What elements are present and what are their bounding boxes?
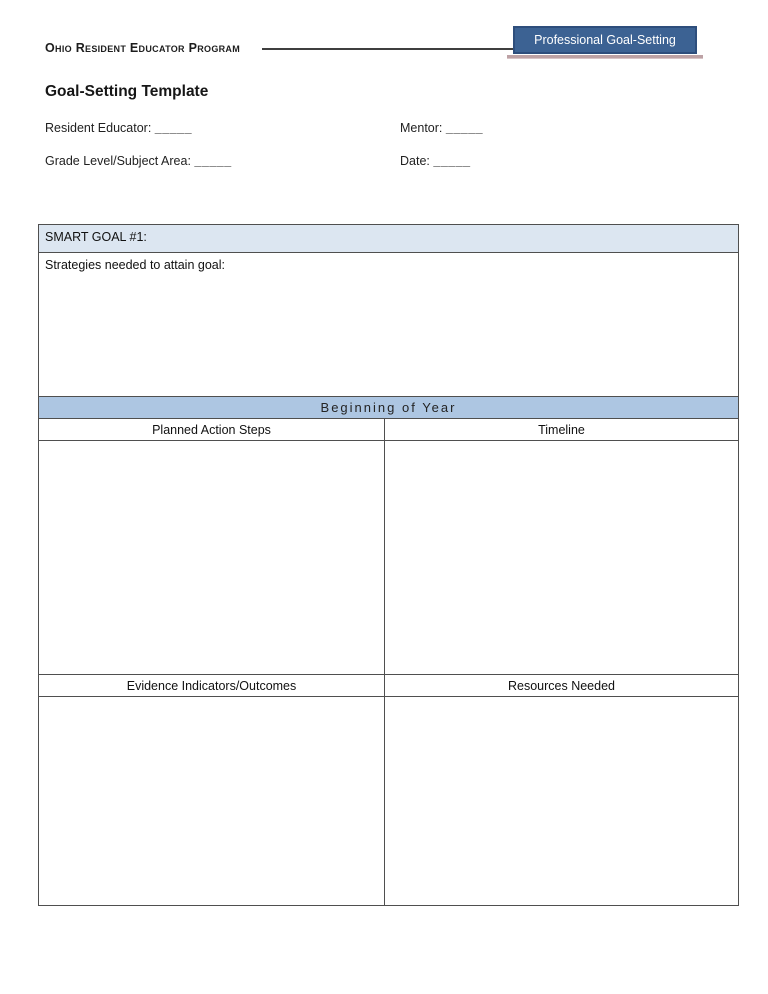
evidence-indicators-header: Evidence Indicators/Outcomes <box>39 675 385 696</box>
resources-needed-cell <box>385 697 738 905</box>
badge-shadow <box>507 55 703 59</box>
mentor-label: Mentor: <box>400 121 443 135</box>
evidence-indicators-cell <box>39 697 385 905</box>
resources-needed-header: Resources Needed <box>507 678 615 693</box>
resident-educator-field <box>45 121 192 135</box>
beginning-of-year-header-row <box>39 397 738 419</box>
date-blank: _____ <box>433 154 471 168</box>
date-label: Date: <box>400 154 430 168</box>
bottom-body-row <box>39 697 738 905</box>
beginning-of-year-label: Beginning of Year <box>320 400 457 415</box>
program-name: Ohio Resident Educator Program <box>45 41 241 55</box>
grade-level-subject-blank: _____ <box>194 154 232 168</box>
resident-educator-label: Resident Educator: <box>45 121 152 135</box>
strategies-cell <box>39 253 738 397</box>
mentor-blank: _____ <box>445 121 484 135</box>
mentor-field <box>400 121 483 135</box>
strategies-label: Strategies needed to attain goal: <box>45 258 225 272</box>
resident-educator-blank: _____ <box>154 121 193 135</box>
date-field <box>400 154 471 168</box>
top-column-header-row <box>39 419 738 441</box>
planned-action-steps-cell <box>39 441 385 674</box>
top-body-row <box>39 441 738 675</box>
smart-goal-header-label: SMART GOAL #1: <box>45 230 147 244</box>
header-divider-line <box>262 48 514 50</box>
professional-goal-setting-badge: Professional Goal-Setting <box>513 26 697 54</box>
grade-level-subject-label: Grade Level/Subject Area: <box>45 154 191 168</box>
smart-goal-table <box>38 224 739 906</box>
page-title: Goal-Setting Template <box>45 83 209 100</box>
smart-goal-header-row <box>39 225 738 253</box>
planned-action-steps-header: Planned Action Steps <box>39 419 385 440</box>
bottom-column-header-row <box>39 675 738 697</box>
grade-level-subject-field <box>45 154 232 168</box>
timeline-cell <box>385 441 738 674</box>
timeline-header: Timeline <box>538 422 585 437</box>
